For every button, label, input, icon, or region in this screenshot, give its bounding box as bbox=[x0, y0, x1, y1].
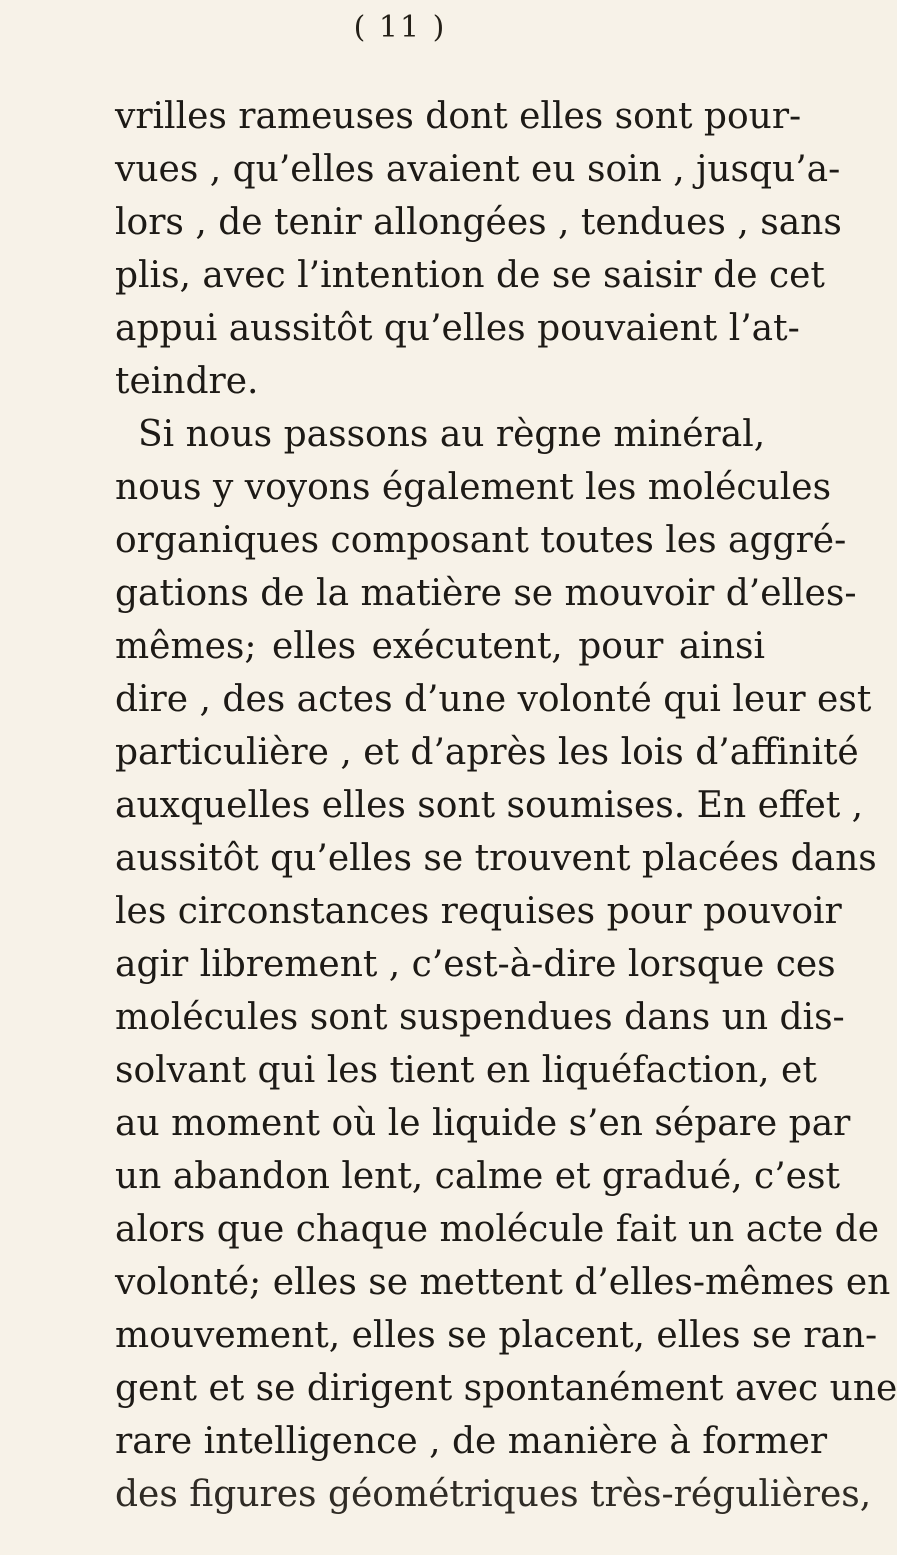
text-line: les circonstances requises pour pouvoir bbox=[115, 891, 842, 932]
text-line: rare intelligence , de manière à former bbox=[115, 1421, 828, 1462]
text-line: vrilles rameuses dont elles sont pour- bbox=[115, 96, 802, 137]
text-line: mêmes; elles exécutent, pour ainsi bbox=[115, 626, 765, 667]
text-line: mouvement, elles se placent, elles se ran- bbox=[115, 1315, 878, 1356]
text-line: molécules sont suspendues dans un dis- bbox=[115, 997, 845, 1038]
text-line: aussitôt qu’elles se trouvent placées dans bbox=[115, 838, 877, 879]
text-line: agir librement , c’est-à-dire lorsque ces bbox=[115, 944, 836, 985]
text-line: vues , qu’elles avaient eu soin , jusqu’a- bbox=[115, 149, 841, 190]
text-line: appui aussitôt qu’elles pouvaient l’at- bbox=[115, 308, 800, 349]
body-text bbox=[115, 90, 897, 1521]
text-line: teindre. bbox=[115, 361, 259, 402]
text-line: auxquelles elles sont soumises. En effet , bbox=[115, 785, 864, 826]
text-line: des figures géométriques très-régulières, bbox=[115, 1474, 872, 1515]
text-line: gations de la matière se mouvoir d’elles- bbox=[115, 573, 857, 614]
text-line: gent et se dirigent spontanément avec une bbox=[115, 1368, 897, 1409]
text-line: volonté; elles se mettent d’elles-mêmes en bbox=[115, 1262, 891, 1303]
text-line: dire , des actes d’une volonté qui leur est bbox=[115, 679, 872, 720]
text-line: alors que chaque molécule fait un acte de bbox=[115, 1209, 879, 1250]
text-line: nous y voyons également les molécules bbox=[115, 467, 832, 508]
text-line: au moment où le liquide s’en sépare par bbox=[115, 1103, 851, 1144]
text-line: lors , de tenir allongées , tendues , sans bbox=[115, 202, 842, 243]
text-line: Si nous passons au règne minéral, bbox=[138, 414, 766, 455]
text-line: organiques composant toutes les aggré- bbox=[115, 520, 847, 561]
page-number: ( 11 ) bbox=[353, 10, 447, 45]
text-line: solvant qui les tient en liquéfaction, et bbox=[115, 1050, 817, 1091]
text-line: particulière , et d’après les lois d’affinité bbox=[115, 732, 859, 773]
text-line: plis, avec l’intention de se saisir de cet bbox=[115, 255, 825, 296]
text-line: un abandon lent, calme et gradué, c’est bbox=[115, 1156, 840, 1197]
